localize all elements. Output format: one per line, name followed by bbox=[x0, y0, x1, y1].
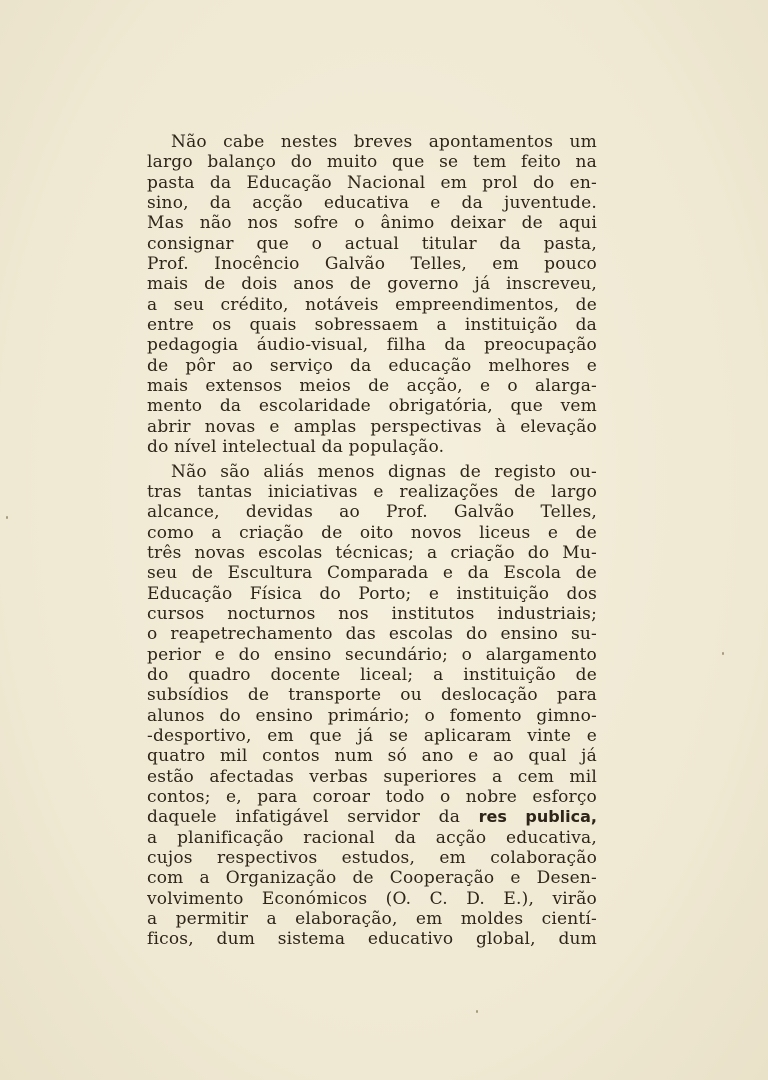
text-line: alcance, devidas ao Prof. Galvão Telles, bbox=[147, 502, 597, 523]
text-line: cursos nocturnos nos institutos industriais; bbox=[147, 603, 597, 624]
text-line: como a criação de oito novos liceus e de bbox=[147, 522, 597, 543]
text-line: consignar que o actual titular da pasta, bbox=[147, 233, 597, 254]
text-line: -desportivo, em que já se aplicaram vinte e bbox=[147, 725, 597, 746]
text-line: do quadro docente liceal; a instituição de bbox=[147, 664, 597, 685]
paper-speck bbox=[722, 652, 724, 655]
text-line: pasta da Educação Nacional em prol do en- bbox=[147, 172, 597, 193]
text-line: três novas escolas técnicas; a criação do Mu- bbox=[147, 542, 597, 563]
text-line: contos; e, para coroar todo o nobre esforço bbox=[147, 787, 597, 807]
text-line: volvimento Económicos (O. C. D. E.), virão bbox=[147, 888, 597, 909]
text-line: Prof. Inocêncio Galvão Telles, em pouco bbox=[147, 254, 597, 275]
paragraph-2 bbox=[147, 462, 597, 950]
text-line: tras tantas iniciativas e realizações de largo bbox=[147, 481, 597, 502]
emphasis-res-publica: res publica, bbox=[478, 807, 597, 827]
text-line: cujos respectivos estudos, em colaboração bbox=[147, 848, 597, 869]
paper-speck bbox=[476, 1010, 478, 1013]
text-line: seu de Escultura Comparada e da Escola de bbox=[147, 563, 597, 584]
text-line: perior e do ensino secundário; o alargamento bbox=[147, 644, 597, 665]
text-line: Mas não nos sofre o ânimo deixar de aqui bbox=[147, 213, 597, 234]
text-line: sino, da acção educativa e da juventude. bbox=[147, 193, 597, 214]
text-line: ficos, dum sistema educativo global, dum bbox=[147, 929, 597, 950]
text-span: daquele infatigável servidor da bbox=[147, 807, 479, 828]
text-line: pedagogia áudio-visual, filha da preocupação bbox=[147, 335, 597, 356]
text-line: de pôr ao serviço da educação melhores e bbox=[147, 355, 597, 376]
text-line: do nível intelectual da população. bbox=[147, 437, 445, 458]
text-line: a seu crédito, notáveis empreendimentos, de bbox=[147, 294, 597, 315]
body-text bbox=[147, 132, 597, 950]
text-line: o reapetrechamento das escolas do ensino su- bbox=[147, 624, 597, 645]
text-line: a planificação racional da acção educativa, bbox=[147, 827, 597, 848]
text-line: mento da escolaridade obrigatória, que vem bbox=[147, 396, 597, 417]
text-line: Não são aliás menos dignas de registo ou- bbox=[171, 461, 597, 482]
paper-speck bbox=[6, 516, 8, 519]
text-line: subsídios de transporte ou deslocação para bbox=[147, 685, 597, 706]
text-line: abrir novas e amplas perspectivas à elevação bbox=[147, 416, 597, 437]
text-line: mais extensos meios de acção, e o alarga- bbox=[147, 376, 597, 397]
text-line: Não cabe nestes breves apontamentos um bbox=[171, 132, 597, 152]
paragraph-1 bbox=[147, 132, 597, 458]
text-line: entre os quais sobressaem a instituição da bbox=[147, 315, 597, 336]
text-line: estão afectadas verbas superiores a cem mil bbox=[147, 766, 597, 787]
text-line: quatro mil contos num só ano e ao qual já bbox=[147, 746, 597, 767]
text-line: a permitir a elaboração, em moldes cientí- bbox=[147, 909, 597, 930]
text-line: com a Organização de Cooperação e Desen- bbox=[147, 868, 597, 889]
text-line-with-emphasis bbox=[147, 807, 597, 827]
text-line: alunos do ensino primário; o fomento gimno- bbox=[147, 705, 597, 726]
text-line: Educação Física do Porto; e instituição dos bbox=[147, 583, 597, 604]
text-line: largo balanço do muito que se tem feito na bbox=[147, 152, 597, 173]
text-line: mais de dois anos de governo já inscreveu, bbox=[147, 274, 597, 295]
